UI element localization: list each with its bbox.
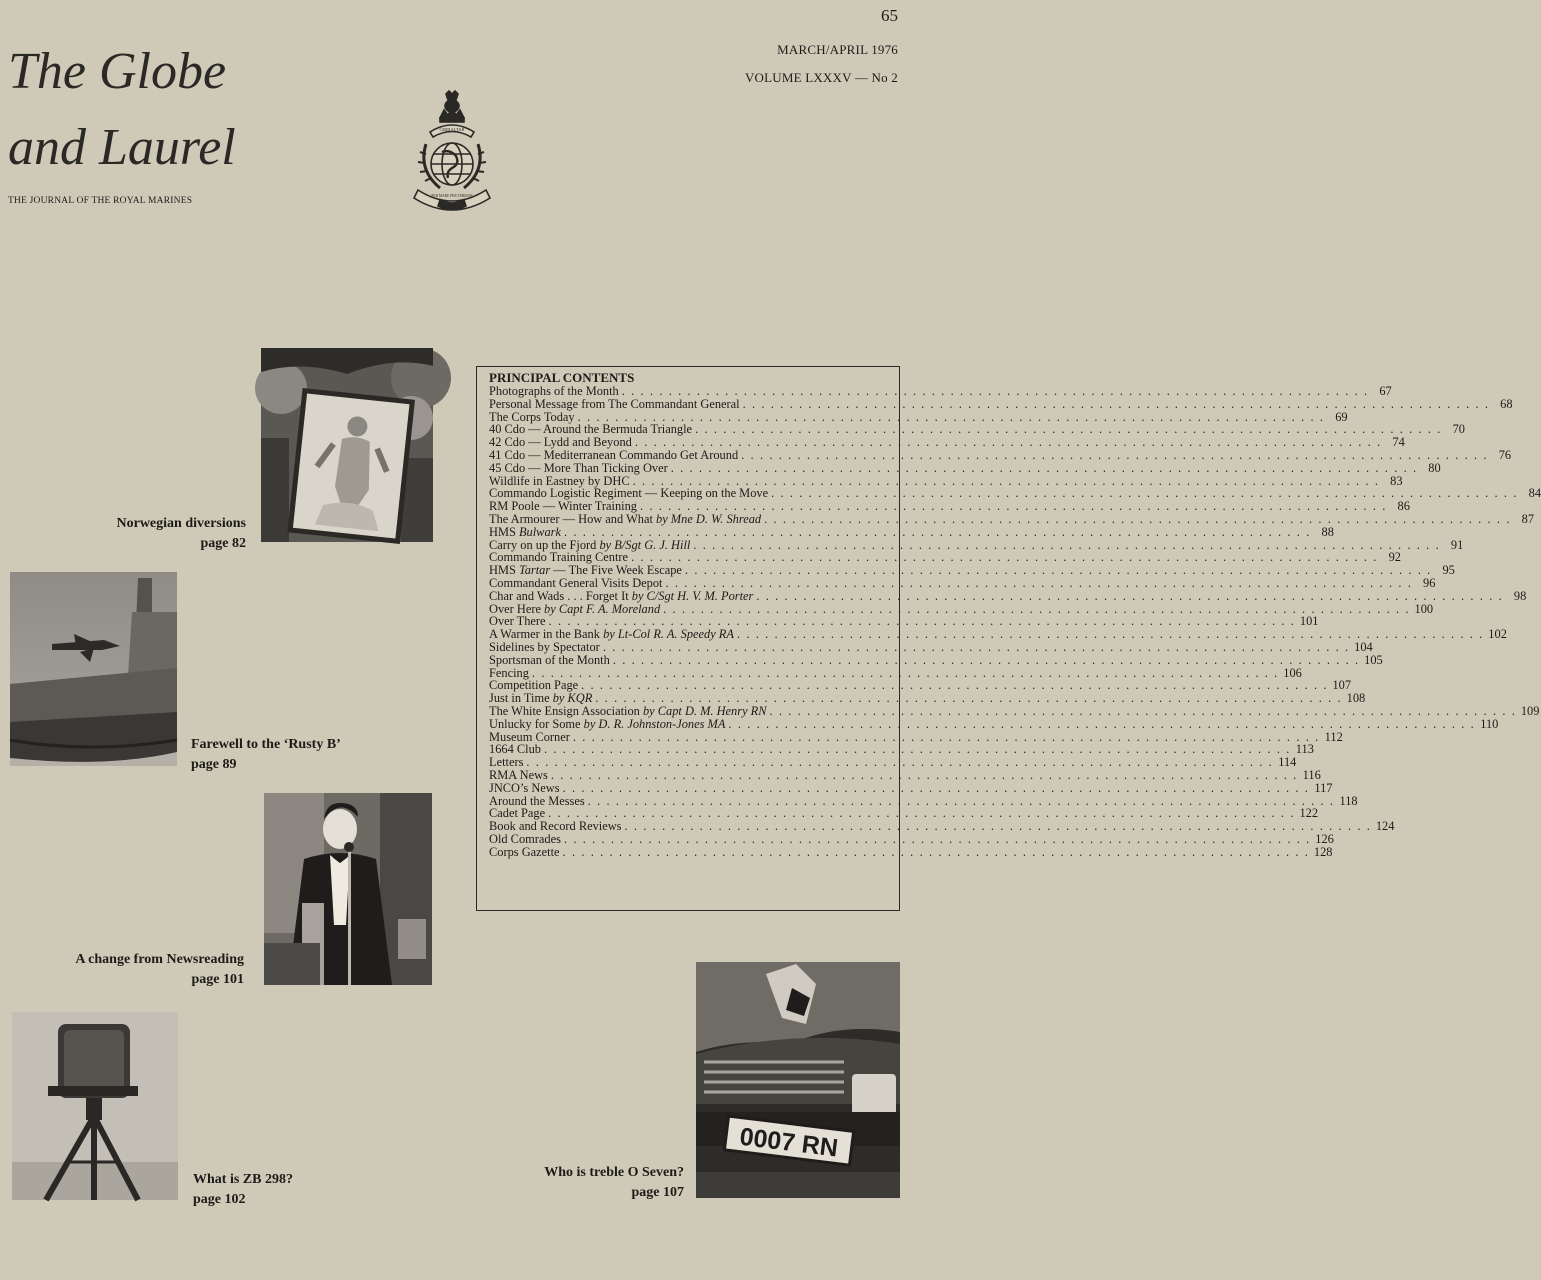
masthead-title-line-1: The Globe xyxy=(8,43,227,100)
contents-item-title-text: Around the Messes xyxy=(489,793,585,808)
contents-item-leader: . . . . . . . . . . . . . . . . . . . . . . . . . . . . . . . . . . . . . . . . . . . . . . . . . . . . . . . . . . . . . . . . . . . . . . . . . . . . . . . . xyxy=(562,780,1310,795)
contents-item-leader: . . . . . . . . . . . . . . . . . . . . . . . . . . . . . . . . . . . . . . . . . . . . . . . . . . . . . . . . . . . . . . . . . . . . . . . . . . . . . . . . xyxy=(548,806,1296,821)
contents-item-page: 74 xyxy=(1392,435,1405,450)
contents-item-page: 95 xyxy=(1442,563,1455,578)
contents-item-page: 69 xyxy=(1335,409,1348,424)
contents-item-page: 124 xyxy=(1375,819,1395,834)
crest-scroll-top-text: GIBRALTAR xyxy=(439,127,465,132)
contents-item-leader: . . . . . . . . . . . . . . . . . . . . . . . . . . . . . . . . . . . . . . . . . . . . . . . . . . . . . . . . . . . . . . . . . . . . . . . . . . . . . . . . xyxy=(736,627,1484,642)
contents-item-author: by Mne D. W. Shread xyxy=(656,511,762,526)
caption-page: page 102 xyxy=(193,1192,246,1207)
contents-item-title xyxy=(489,846,560,859)
contents-item-leader: . . . . . . . . . . . . . . . . . . . . . . . . . . . . . . . . . . . . . . . . . . . . . . . . . . . . . . . . . . . . . . . . . . . . . . . . . . . . . . . . xyxy=(741,447,1489,462)
contents-item-page: 126 xyxy=(1315,831,1334,846)
contents-item-title-suffix: — The Five Week Escape xyxy=(550,563,682,578)
contents-item-title-text: Just in Time xyxy=(489,691,553,706)
photo-newsreading xyxy=(264,793,432,985)
contents-item-leader: . . . . . . . . . . . . . . . . . . . . . . . . . . . . . . . . . . . . . . . . . . . . . . . . . . . . . . . . . . . . . . . . . . . . . . . . . . . . . . . . xyxy=(639,499,1387,514)
contents-item-title-text: Letters xyxy=(489,755,524,770)
contents-item xyxy=(489,844,1333,859)
caption-page: page 101 xyxy=(191,972,244,987)
contents-item xyxy=(489,652,1383,667)
principal-contents-box xyxy=(476,366,1541,911)
contents-item-leader: . . . . . . . . . . . . . . . . . . . . . . . . . . . . . . . . . . . . . . . . . . . . . . . . . . . . . . . . . . . . . . . . . . . . . . . . . . . . . . . . xyxy=(612,652,1360,667)
contents-item-leader: . . . . . . . . . . . . . . . . . . . . . . . . . . . . . . . . . . . . . . . . . . . . . . . . . . . . . . . . . . . . . . . . . . . . . . . . . . . . . . . . xyxy=(595,691,1343,706)
contents-item-page: 96 xyxy=(1423,575,1436,590)
caption-title: Who is treble O Seven? xyxy=(544,1165,684,1180)
contents-item-title-text: HMS xyxy=(489,563,519,578)
photo-treble-o-seven xyxy=(696,962,900,1198)
contents-item-title-text: Over Here xyxy=(489,601,545,616)
contents-item-page: 98 xyxy=(1513,588,1527,603)
contents-item-author: by Capt D. M. Henry RN xyxy=(642,703,767,718)
contents-item-page: 107 xyxy=(1332,678,1352,693)
caption-norwegian-diversions xyxy=(60,514,246,554)
contents-item-page: 112 xyxy=(1324,729,1343,744)
contents-item-leader: . . . . . . . . . . . . . . . . . . . . . . . . . . . . . . . . . . . . . . . . . . . . . . . . . . . . . . . . . . . . . . . . . . . . . . . . . . . . . . . . xyxy=(631,550,1378,565)
contents-item-leader: . . . . . . . . . . . . . . . . . . . . . . . . . . . . . . . . . . . . . . . . . . . . . . . . . . . . . . . . . . . . . . . . . . . . . . . . . . . . . . . . xyxy=(550,767,1298,782)
contents-item-leader: . . . . . . . . . . . . . . . . . . . . . . . . . . . . . . . . . . . . . . . . . . . . . . . . . . . . . . . . . . . . . . . . . . . . . . . . . . . . . . . . xyxy=(624,819,1372,834)
contents-item-leader: . . . . . . . . . . . . . . . . . . . . . . . . . . . . . . . . . . . . . . . . . . . . . . . . . . . . . . . . . . . . . . . . . . . . . . . . . . . . . . . . xyxy=(526,755,1274,770)
contents-item-leader: . . . . . . . . . . . . . . . . . . . . . . . . . . . . . . . . . . . . . . . . . . . . . . . . . . . . . . . . . . . . . . . . . . . . . . . . . . . . . . . . xyxy=(548,614,1296,629)
contents-item-leader: . . . . . . . . . . . . . . . . . . . . . . . . . . . . . . . . . . . . . . . . . . . . . . . . . . . . . . . . . . . . . . . . . . . . . . . . . . . . . . . . xyxy=(562,844,1310,859)
photo-zb-298 xyxy=(12,1012,178,1200)
crest-scroll-bottom-text: PER MARE PER TERRAM xyxy=(431,194,473,198)
contents-item-page: 104 xyxy=(1354,639,1373,654)
royal-marines-crest-icon xyxy=(406,90,498,216)
contents-item-leader: . . . . . . . . . . . . . . . . . . . . . . . . . . . . . . . . . . . . . . . . . . . . . . . . . . . . . . . . . . . . . . . . . . . . . . . . . . . . . . . . xyxy=(563,524,1311,539)
contents-item-page: 84 xyxy=(1528,486,1541,501)
contents-item-title-text: Photographs of the Month xyxy=(489,384,619,398)
contents-item-leader: . . . . . . . . . . . . . . . . . . . . . . . . . . . . . . . . . . . . . . . . . . . . . . . . . . . . . . . . . . . . . . . . . . . . . . . . . . . . . . . . xyxy=(742,396,1490,411)
caption-title: Farewell to the ‘Rusty B’ xyxy=(191,737,341,752)
contents-item-author: by Lt-Col R. A. Speedy RA xyxy=(603,627,734,642)
caption-page: page 107 xyxy=(631,1185,684,1200)
contents-item-page: 102 xyxy=(1488,627,1507,642)
contents-item-title-text: 40 Cdo — Around the Bermuda Triangle xyxy=(489,422,693,437)
contents-item-author: by D. R. Johnston-Jones MA xyxy=(583,716,726,731)
contents-item xyxy=(489,755,1297,770)
contents-item-page: 109 xyxy=(1520,703,1540,718)
contents-item-title-text: A Warmer in the Bank xyxy=(489,627,604,642)
contents-item-title-text: Fencing xyxy=(489,665,529,680)
contents-item-leader: . . . . . . . . . . . . . . . . . . . . . . . . . . . . . . . . . . . . . . . . . . . . . . . . . . . . . . . . . . . . . . . . . . . . . . . . . . . . . . . . xyxy=(728,716,1476,731)
contents-item-title-text: JNCO’s News xyxy=(489,780,560,795)
contents-item-title-text: RMA News xyxy=(489,767,548,782)
contents-item-page: 118 xyxy=(1339,793,1358,808)
contents-item-title-text: Museum Corner xyxy=(489,729,570,744)
contents-item-page: 80 xyxy=(1428,460,1441,475)
contents-item-page: 117 xyxy=(1314,780,1333,795)
contents-item-page: 88 xyxy=(1321,524,1334,539)
contents-item-page: 110 xyxy=(1480,716,1499,731)
contents-item-leader: . . . . . . . . . . . . . . . . . . . . . . . . . . . . . . . . . . . . . . . . . . . . . . . . . . . . . . . . . . . . . . . . . . . . . . . . . . . . . . . . xyxy=(563,831,1311,846)
contents-item-title-text: Competition Page xyxy=(489,678,579,693)
contents-item-leader: . . . . . . . . . . . . . . . . . . . . . . . . . . . . . . . . . . . . . . . . . . . . . . . . . . . . . . . . . . . . . . . . . . . . . . . . . . . . . . . . xyxy=(695,422,1442,437)
contents-item-title-text: 45 Cdo — More Than Ticking Over xyxy=(489,460,668,475)
contents-item-title-text: Cadet Page xyxy=(489,806,546,821)
contents-item-leader: . . . . . . . . . . . . . . . . . . . . . . . . . . . . . . . . . . . . . . . . . . . . . . . . . . . . . . . . . . . . . . . . . . . . . . . . . . . . . . . . xyxy=(543,742,1291,757)
masthead-title-line-2: and Laurel xyxy=(8,119,236,176)
contents-item-author: Bulwark xyxy=(518,524,561,539)
contents-item-page: 100 xyxy=(1414,601,1434,616)
contents-item-leader: . . . . . . . . . . . . . . . . . . . . . . . . . . . . . . . . . . . . . . . . . . . . . . . . . . . . . . . . . . . . . . . . . . . . . . . . . . . . . . . . xyxy=(670,460,1418,475)
caption-page: page 82 xyxy=(200,536,246,551)
contents-item-leader: . . . . . . . . . . . . . . . . . . . . . . . . . . . . . . . . . . . . . . . . . . . . . . . . . . . . . . . . . . . . . . . . . . . . . . . . . . . . . . . . xyxy=(665,575,1413,590)
contents-item-page: 113 xyxy=(1295,742,1314,757)
contents-item-leader: . . . . . . . . . . . . . . . . . . . . . . . . . . . . . . . . . . . . . . . . . . . . . . . . . . . . . . . . . . . . . . . . . . . . . . . . . . . . . . . . xyxy=(684,563,1432,578)
contents-item-title-text: The White Ensign Association xyxy=(489,703,643,718)
contents-item-leader: . . . . . . . . . . . . . . . . . . . . . . . . . . . . . . . . . . . . . . . . . . . . . . . . . . . . . . . . . . . . . . . . . . . . . . . . . . . . . . . . xyxy=(764,511,1512,526)
contents-item-title-text: Sportsman of the Month xyxy=(489,652,610,667)
contents-item-leader: . . . . . . . . . . . . . . . . . . . . . . . . . . . . . . . . . . . . . . . . . . . . . . . . . . . . . . . . . . . . . . . . . . . . . . . . . . . . . . . . xyxy=(771,486,1519,501)
contents-item-leader: . . . . . . . . . . . . . . . . . . . . . . . . . . . . . . . . . . . . . . . . . . . . . . . . . . . . . . . . . . . . . . . . . . . . . . . . . . . . . . . . xyxy=(602,639,1350,654)
contents-item-title-text: Old Comrades xyxy=(489,831,561,846)
contents-item-leader: . . . . . . . . . . . . . . . . . . . . . . . . . . . . . . . . . . . . . . . . . . . . . . . . . . . . . . . . . . . . . . . . . . . . . . . . . . . . . . . . xyxy=(587,793,1335,808)
contents-item-leader: . . . . . . . . . . . . . . . . . . . . . . . . . . . . . . . . . . . . . . . . . . . . . . . . . . . . . . . . . . . . . . . . . . . . . . . . . . . . . . . . xyxy=(769,703,1517,718)
contents-item-title-text: HMS xyxy=(489,524,519,539)
caption-treble-o-seven xyxy=(470,1163,684,1203)
contents-item-page: 92 xyxy=(1388,550,1401,565)
contents-item-page: 86 xyxy=(1397,499,1410,514)
contents-item-page: 67 xyxy=(1379,384,1392,398)
contents-item-leader: . . . . . . . . . . . . . . . . . . . . . . . . . . . . . . . . . . . . . . . . . . . . . . . . . . . . . . . . . . . . . . . . . . . . . . . . . . . . . . . . xyxy=(634,435,1382,450)
contents-item-page: 108 xyxy=(1346,691,1366,706)
contents-item-title-text: 41 Cdo — Mediterranean Commando Get Around xyxy=(489,447,739,462)
contents-item-leader: . . . . . . . . . . . . . . . . . . . . . . . . . . . . . . . . . . . . . . . . . . . . . . . . . . . . . . . . . . . . . . . . . . . . . . . . . . . . . . . . xyxy=(632,473,1380,488)
contents-heading: PRINCIPAL CONTENTS xyxy=(489,370,635,385)
contents-item-title-text: 42 Cdo — Lydd and Beyond xyxy=(489,435,632,450)
caption-rusty-b xyxy=(191,735,391,775)
contents-item-page: 91 xyxy=(1450,537,1464,552)
contents-item-author: by B/Sgt G. J. Hill xyxy=(599,537,691,552)
contents-item-page: 106 xyxy=(1283,665,1302,680)
issue-date: MARCH/APRIL 1976 xyxy=(777,42,898,57)
caption-title: A change from Newsreading xyxy=(75,952,244,967)
contents-item-title-text: Corps Gazette xyxy=(489,844,560,859)
caption-title: What is ZB 298? xyxy=(193,1172,293,1187)
contents-item-author: Tartar xyxy=(518,563,551,578)
contents-item-title-text: RM Poole — Winter Training xyxy=(489,499,637,514)
contents-item-page: 76 xyxy=(1498,447,1512,462)
contents-item-title-text: Carry on up the Fjord xyxy=(489,537,600,552)
contents-item-title-text: The Armourer — How and What xyxy=(489,511,657,526)
contents-item-page: 101 xyxy=(1299,614,1319,629)
number-plate-text: 0007 RN xyxy=(738,1122,840,1163)
contents-item-leader: . . . . . . . . . . . . . . . . . . . . . . . . . . . . . . . . . . . . . . . . . . . . . . . . . . . . . . . . . . . . . . . . . . . . . . . . . . . . . . . . xyxy=(621,384,1369,398)
contents-item-title-text: Commando Training Centre xyxy=(489,550,629,565)
contents-item-title-text: Commandant General Visits Depot xyxy=(489,575,663,590)
caption-newsreading xyxy=(20,950,244,990)
contents-item-leader: . . . . . . . . . . . . . . . . . . . . . . . . . . . . . . . . . . . . . . . . . . . . . . . . . . . . . . . . . . . . . . . . . . . . . . . . . . . . . . . . xyxy=(756,588,1504,603)
contents-item-title-text: Sidelines by Spectator xyxy=(489,639,600,654)
page-number: 65 xyxy=(881,6,898,25)
contents-item-title-text: Over There xyxy=(489,614,546,629)
contents-item-page: 70 xyxy=(1452,422,1465,437)
contents-item-leader: . . . . . . . . . . . . . . . . . . . . . . . . . . . . . . . . . . . . . . . . . . . . . . . . . . . . . . . . . . . . . . . . . . . . . . . . . . . . . . . . xyxy=(581,678,1329,693)
contents-item-title-text: Unlucky for Some xyxy=(489,716,584,731)
contents-item-title-text: Book and Record Reviews xyxy=(489,819,622,834)
contents-item-page: 105 xyxy=(1364,652,1383,667)
volume-number: VOLUME LXXXV — No 2 xyxy=(744,70,898,85)
caption-title: Norwegian diversions xyxy=(116,516,246,531)
contents-item-page: 116 xyxy=(1302,767,1321,782)
contents-item-page: 122 xyxy=(1299,806,1319,821)
contents-item-title-text: Wildlife in Eastney by DHC xyxy=(489,473,630,488)
contents-item-author: by KQR xyxy=(552,691,593,706)
contents-item-title-text: Commando Logistic Regiment — Keeping on the Move xyxy=(489,486,769,501)
contents-item-title-text: Personal Message from The Commandant General xyxy=(489,396,740,411)
contents-item-leader: . . . . . . . . . . . . . . . . . . . . . . . . . . . . . . . . . . . . . . . . . . . . . . . . . . . . . . . . . . . . . . . . . . . . . . . . . . . . . . . . xyxy=(531,665,1279,680)
photo-norwegian-diversions xyxy=(261,348,433,542)
contents-item-title-text: 1664 Club xyxy=(489,742,541,757)
contents-item-page: 87 xyxy=(1521,511,1535,526)
contents-item-page: 128 xyxy=(1313,844,1333,859)
contents-item-page: 83 xyxy=(1390,473,1403,488)
contents-item-title-text: Char and Wads . . . Forget It xyxy=(489,588,632,603)
caption-page: page 89 xyxy=(191,757,237,772)
contents-item-leader: . . . . . . . . . . . . . . . . . . . . . . . . . . . . . . . . . . . . . . . . . . . . . . . . . . . . . . . . . . . . . . . . . . . . . . . . . . . . . . . . xyxy=(693,537,1441,552)
contents-item-leader: . . . . . . . . . . . . . . . . . . . . . . . . . . . . . . . . . . . . . . . . . . . . . . . . . . . . . . . . . . . . . . . . . . . . . . . . . . . . . . . . xyxy=(663,601,1411,616)
contents-item-page: 68 xyxy=(1500,396,1513,411)
contents-item-title-text: The Corps Today xyxy=(489,409,575,424)
photo-rusty-b xyxy=(10,572,177,766)
contents-item-author: by C/Sgt H. V. M. Porter xyxy=(631,588,754,603)
masthead-subtitle: THE JOURNAL OF THE ROYAL MARINES xyxy=(8,196,193,206)
contents-item-leader: . . . . . . . . . . . . . . . . . . . . . . . . . . . . . . . . . . . . . . . . . . . . . . . . . . . . . . . . . . . . . . . . . . . . . . . . . . . . . . . . xyxy=(572,729,1320,744)
contents-item-page: 114 xyxy=(1278,755,1297,770)
contents-item-author: by Capt F. A. Moreland xyxy=(544,601,661,616)
contents-item-leader: . . . . . . . . . . . . . . . . . . . . . . . . . . . . . . . . . . . . . . . . . . . . . . . . . . . . . . . . . . . . . . . . . . . . . . . . . . . . . . . . xyxy=(577,409,1325,424)
caption-zb-298 xyxy=(193,1170,393,1210)
contents-list xyxy=(489,384,1541,859)
